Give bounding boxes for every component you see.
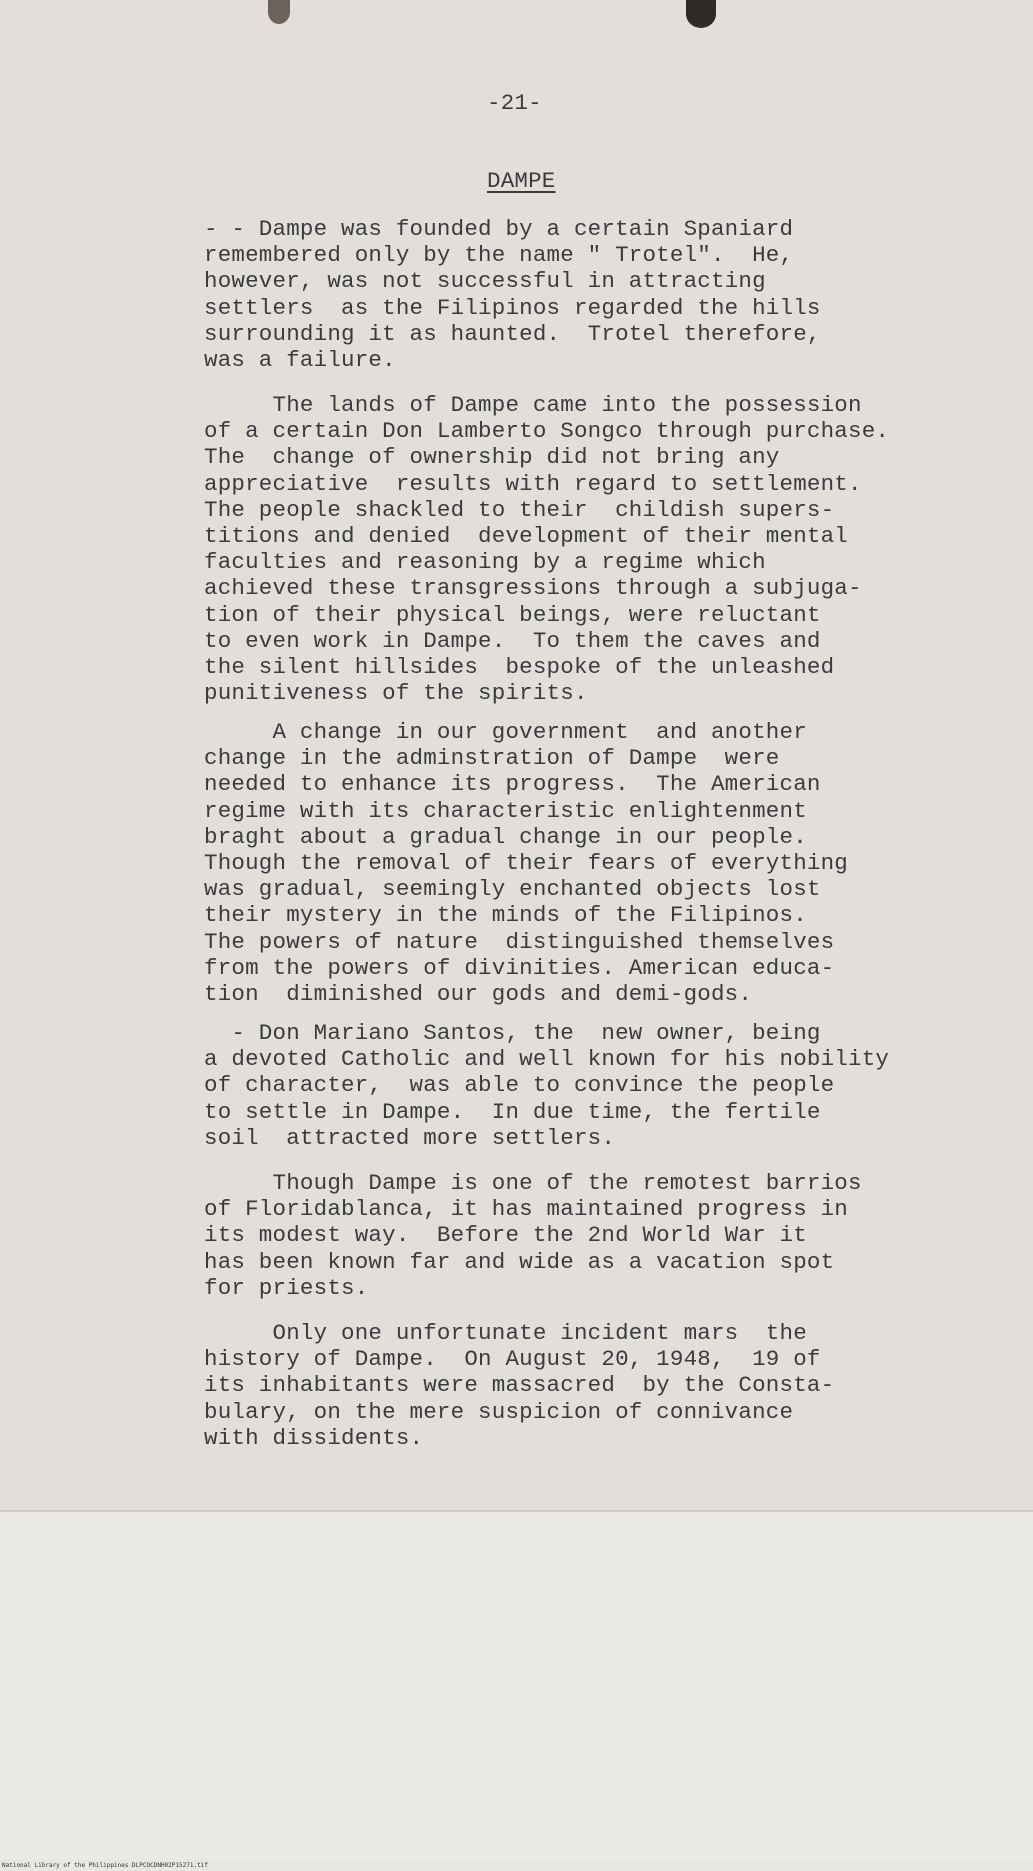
punch-hole-right	[686, 0, 716, 28]
punch-hole-left	[268, 0, 290, 24]
scan-caption: National Library of the Philippines DLPCOCDNH02P15271.tif	[2, 1862, 208, 1869]
paragraph-5: Though Dampe is one of the remotest barrios of Floridablanca, it has maintained progress in its modest way. Before the 2nd World War it has been known far and wide as a vacation spot for priests.	[204, 1170, 862, 1301]
paragraph-1: - - Dampe was founded by a certain Spaniard remembered only by the name " Trotel". He, however, was not successful in attracting settlers as the Filipinos regarded the hills surrounding it as haunted. Trotel therefore, was a failure.	[204, 216, 821, 374]
paragraph-2: The lands of Dampe came into the possession of a certain Don Lamberto Songco through purchase. The change of ownership did not bring any appreciative results with regard to settlement. The people shackled to their childish supers- titions and denied development of their mental faculties and reasoning by a regime which achieved these transgressions through a subjuga- tion of their physical beings, were reluctant to even work in Dampe. To them the caves and the silent hillsides bespoke of the unleashed punitiveness of the spirits.	[204, 392, 890, 707]
page-number: -21-	[487, 90, 542, 116]
scan-background	[0, 1512, 1033, 1859]
paragraph-6: Only one unfortunate incident mars the history of Dampe. On August 20, 1948, 19 of its inhabitants were massacred by the Consta- bulary, on the mere suspicion of connivance with dissidents.	[204, 1320, 835, 1451]
page-title: DAMPE	[487, 168, 556, 194]
paragraph-4: - Don Mariano Santos, the new owner, being a devoted Catholic and well known for his nobility of character, was able to convince the people to settle in Dampe. In due time, the fertile soil attracted more settlers.	[204, 1020, 890, 1151]
paragraph-3: A change in our government and another change in the adminstration of Dampe were needed to enhance its progress. The American regime with its characteristic enlightenment braght about a gradual change in our people. Though the removal of their fears of everything was gradual, seemingly enchanted objects lost their mystery in the minds of the Filipinos. The powers of nature distinguished themselves from the powers of divinities. American educa- tion diminished our gods and demi-gods.	[204, 719, 849, 1008]
